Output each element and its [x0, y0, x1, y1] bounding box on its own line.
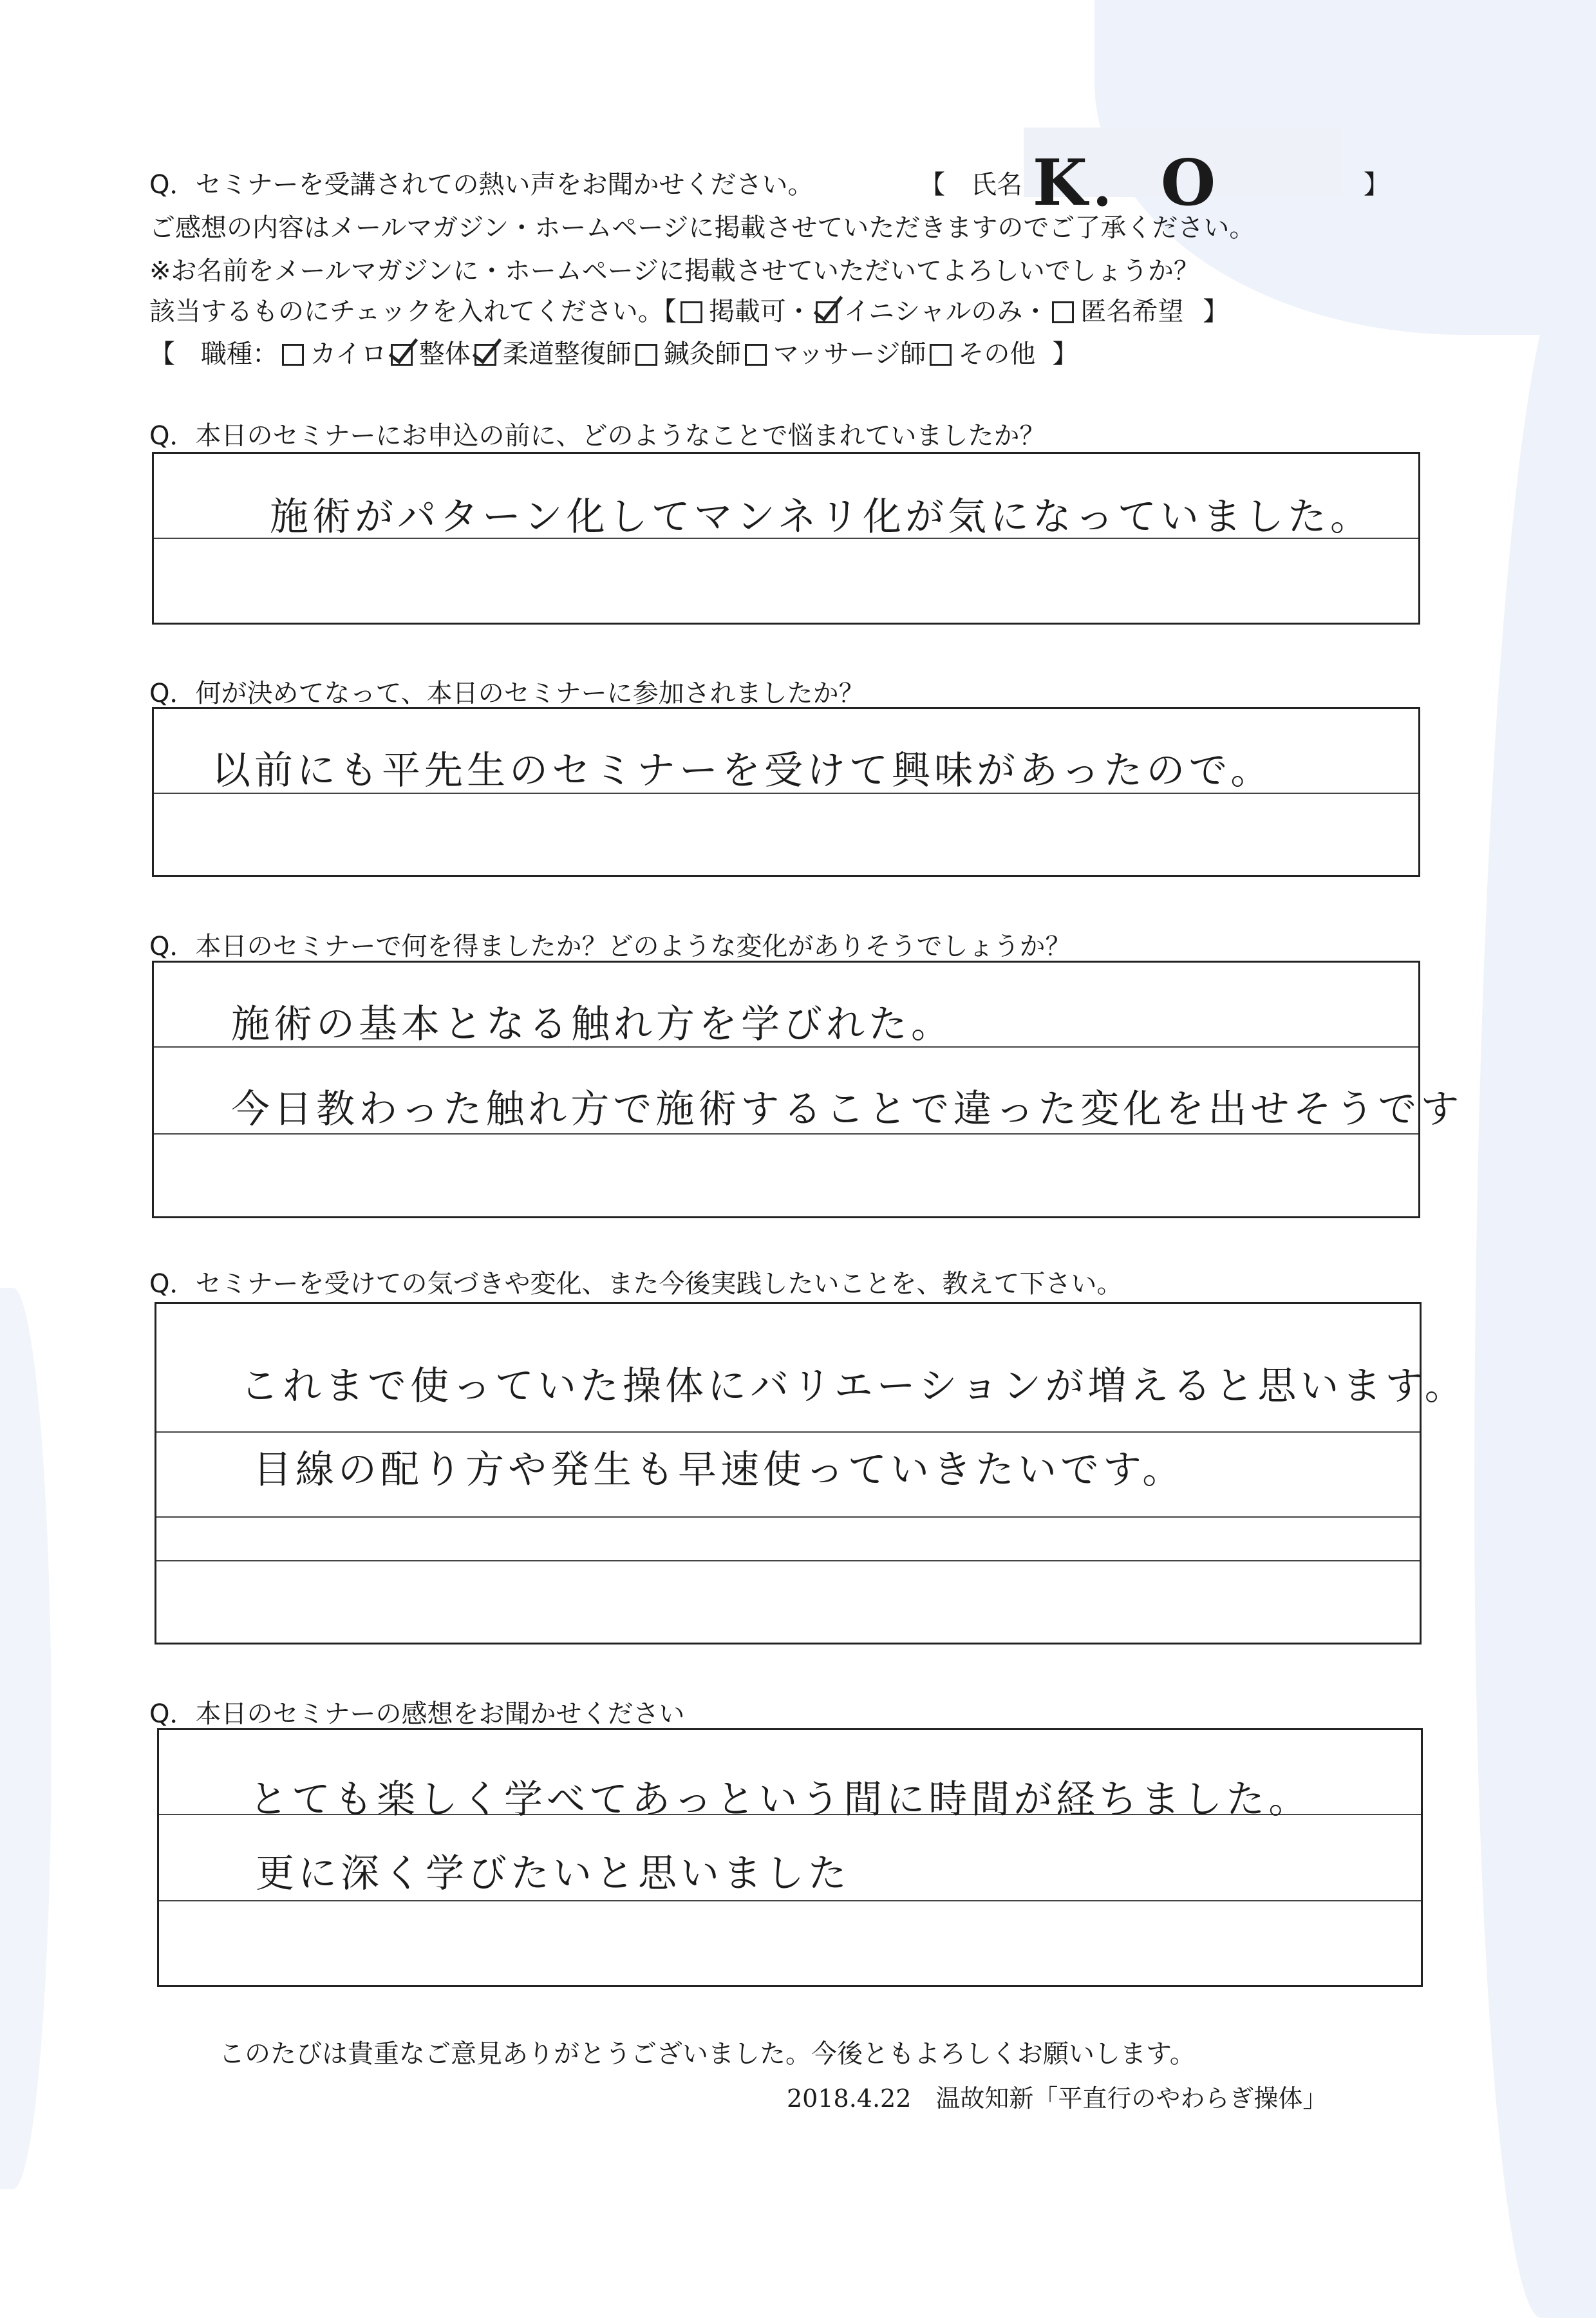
question-5: Q．本日のセミナーの感想をお聞かせください: [149, 1699, 685, 1729]
occupation-intro: 【 職種：: [149, 339, 278, 369]
occupation-row: [149, 334, 1078, 370]
answer-box-2[interactable]: [152, 707, 1420, 877]
name-value: K．O: [1032, 146, 1221, 220]
occupation-checkbox-other[interactable]: [930, 344, 952, 366]
answer-line: [156, 1516, 1420, 1518]
permission-option-anonymous: 匿名希望: [1080, 297, 1184, 326]
name-label-close: 】: [1364, 170, 1389, 200]
intro-question: Q．セミナーを受講されての熱い声をお聞かせください。: [149, 170, 814, 200]
answer-2-line-1: 以前にも平先生のセミナーを受けて興味があったので。: [212, 748, 1273, 793]
question-4: Q．セミナーを受けての気づきや変化、また今後実践したいことを、教えて下さい。: [149, 1269, 1123, 1299]
question-2: Q．何が決めてなって、本日のセミナーに参加されましたか？: [149, 679, 865, 708]
answer-3-line-1: 施術の基本となる触れ方を学びれた。: [231, 1002, 953, 1047]
answer-4-line-1: これまで使っていた操体にバリエーションが増えると思います。: [240, 1364, 1467, 1409]
occupation-checkbox-judo[interactable]: [474, 344, 496, 366]
occupation-option-judo: 柔道整復師: [502, 339, 632, 369]
answer-box-3[interactable]: [152, 961, 1463, 1218]
permission-checkbox-anonymous[interactable]: [1052, 301, 1074, 323]
answer-3-line-2: 今日教わった触れ方で施術することで違った変化を出せそうです: [231, 1087, 1463, 1132]
answer-1-line-1: 施術がパターン化してマンネリ化が気になっていました。: [270, 495, 1373, 540]
answer-line: [159, 1900, 1421, 1901]
name-label: 【 氏名: [919, 170, 1022, 200]
thanks-message: このたびは貴重なご意見ありがとうございました。今後ともよろしくお願いします。: [219, 2039, 1196, 2069]
occupation-option-seitai: 整体: [418, 339, 471, 369]
occupation-option-other: その他: [958, 339, 1036, 369]
permission-option-initials: イニシャルのみ・: [843, 297, 1049, 326]
occupation-close: 】: [1052, 339, 1078, 369]
permission-intro: 該当するものにチェックを入れてください。【: [149, 297, 677, 326]
occupation-checkbox-acupuncture[interactable]: [635, 344, 657, 366]
occupation-checkbox-chiro[interactable]: [282, 344, 304, 366]
question-3: Q．本日のセミナーで何を得ましたか？どのような変化がありそうでしょうか？: [149, 932, 1071, 961]
permission-close: 】: [1203, 297, 1229, 326]
permission-row: [149, 291, 1228, 328]
occupation-option-chiro: カイロ: [310, 339, 387, 369]
answer-line: [156, 1560, 1420, 1561]
permission-option-publish: 掲載可・: [708, 297, 812, 326]
occupation-checkbox-massage[interactable]: [745, 344, 767, 366]
answer-5-line-1: とても楽しく学べてあっという間に時間が経ちました。: [249, 1777, 1311, 1822]
question-1: Q．本日のセミナーにお申込の前に、どのようなことで悩まれていましたか？: [149, 421, 1046, 451]
answer-5-line-2: 更に深く学びたいと思いました: [256, 1851, 850, 1896]
occupation-option-acupuncture: 鍼灸師: [663, 339, 741, 369]
permission-checkbox-publish[interactable]: [681, 301, 702, 323]
answer-box-4[interactable]: [155, 1302, 1467, 1644]
permission-question: ※お名前をメールマガジンに・ホームページに掲載させていただいてよろしいでしょうか？: [149, 256, 1199, 286]
answer-4-line-2: 目線の配り方や発生も早速使っていきたいです。: [253, 1447, 1185, 1493]
answer-box-1[interactable]: [152, 452, 1420, 625]
answer-box-5[interactable]: [157, 1728, 1423, 1987]
permission-checkbox-initials[interactable]: [816, 301, 838, 323]
answer-line: [156, 1431, 1420, 1433]
background-stain: [0, 1288, 52, 2189]
occupation-checkbox-seitai[interactable]: [391, 344, 413, 366]
background-stain: [1474, 258, 1596, 2318]
notice-line: ご感想の内容はメールマガジン・ホームページに掲載させていただきますのでご了承ください。: [149, 213, 1255, 243]
footer-date: 2018.4.22 温故知新「平直行のやわらぎ操体」: [787, 2084, 1328, 2113]
occupation-option-massage: マッサージ師: [773, 339, 926, 369]
